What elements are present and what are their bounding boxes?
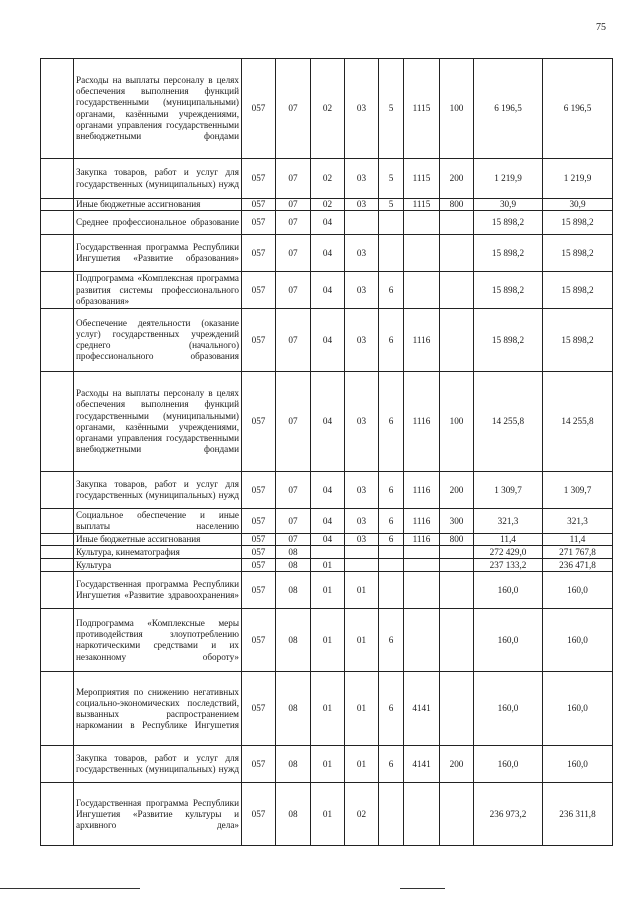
cell-me	[404, 272, 440, 309]
cell-rz: 08	[276, 746, 311, 783]
cell-pr: 01	[311, 559, 345, 572]
table-row	[41, 272, 613, 309]
cell-gp: 03	[345, 159, 379, 199]
table-row	[41, 159, 613, 199]
cell-pr: 02	[311, 59, 345, 159]
cell-vr	[440, 272, 474, 309]
cell-pp: 5	[379, 199, 404, 211]
table-body	[41, 59, 613, 846]
page-number: 75	[596, 22, 606, 33]
cell-blank	[41, 534, 74, 546]
cell-name: Расходы на выплаты персоналу в целях обеспечения выполнения функций государственными (муниципальными) органами, казёнными учреждениями, органами управления государственными внебюджетными фондами	[74, 59, 242, 159]
cell-blank	[41, 559, 74, 572]
cell-gp: 01	[345, 572, 379, 609]
table-row	[41, 672, 613, 746]
cell-vr	[440, 211, 474, 235]
cell-name: Расходы на выплаты персоналу в целях обеспечения выполнения функций государственными (муниципальными) органами, казёнными учреждениями, органами управления государственными внебюджетными фондами	[74, 372, 242, 472]
table-row	[41, 472, 613, 509]
cell-name: Социальное обеспечение и иные выплаты населению	[74, 509, 242, 534]
cell-me	[404, 559, 440, 572]
cell-pp: 6	[379, 509, 404, 534]
cell-vr: 200	[440, 472, 474, 509]
cell-vr: 100	[440, 59, 474, 159]
cell-me	[404, 783, 440, 846]
cell-pr: 02	[311, 199, 345, 211]
cell-sum-2: 6 196,5	[543, 59, 613, 159]
table-row	[41, 309, 613, 372]
cell-blank	[41, 783, 74, 846]
cell-name: Иные бюджетные ассигнования	[74, 534, 242, 546]
cell-me: 4141	[404, 672, 440, 746]
cell-sum-1: 11,4	[474, 534, 543, 546]
cell-blank	[41, 546, 74, 559]
cell-gp: 03	[345, 272, 379, 309]
cell-blank	[41, 159, 74, 199]
cell-pp: 6	[379, 672, 404, 746]
cell-vr: 100	[440, 372, 474, 472]
cell-vr	[440, 546, 474, 559]
cell-vr	[440, 235, 474, 272]
cell-me: 1116	[404, 372, 440, 472]
table-row	[41, 372, 613, 472]
cell-me	[404, 211, 440, 235]
cell-me	[404, 235, 440, 272]
cell-gr: 057	[242, 534, 276, 546]
cell-pr: 02	[311, 159, 345, 199]
table-row	[41, 211, 613, 235]
cell-name: Закупка товаров, работ и услуг для государственных (муниципальных) нужд	[74, 746, 242, 783]
cell-sum-2: 160,0	[543, 609, 613, 672]
cell-blank	[41, 746, 74, 783]
cell-vr: 200	[440, 746, 474, 783]
cell-gp	[345, 211, 379, 235]
cell-gr: 057	[242, 235, 276, 272]
cell-me: 1116	[404, 509, 440, 534]
cell-pp: 6	[379, 472, 404, 509]
cell-vr: 300	[440, 509, 474, 534]
cell-gp: 03	[345, 534, 379, 546]
cell-gp: 03	[345, 199, 379, 211]
cell-pp	[379, 572, 404, 609]
cell-rz: 08	[276, 572, 311, 609]
table-row	[41, 783, 613, 846]
cell-sum-1: 15 898,2	[474, 211, 543, 235]
cell-sum-2: 1 219,9	[543, 159, 613, 199]
cell-gp: 03	[345, 372, 379, 472]
cell-me: 1115	[404, 159, 440, 199]
cell-rz: 07	[276, 534, 311, 546]
cell-sum-2: 15 898,2	[543, 211, 613, 235]
cell-name: Среднее профессиональное образование	[74, 211, 242, 235]
cell-rz: 08	[276, 609, 311, 672]
cell-pp	[379, 559, 404, 572]
cell-gr: 057	[242, 211, 276, 235]
cell-pp: 6	[379, 746, 404, 783]
cell-sum-2: 271 767,8	[543, 546, 613, 559]
cell-gr: 057	[242, 672, 276, 746]
cell-gr: 057	[242, 546, 276, 559]
cell-sum-1: 1 219,9	[474, 159, 543, 199]
cell-gr: 057	[242, 372, 276, 472]
cell-name: Подпрограмма «Комплексная программа развития системы профессионального образования»	[74, 272, 242, 309]
cell-pr: 04	[311, 372, 345, 472]
cell-gr: 057	[242, 609, 276, 672]
cell-pr	[311, 546, 345, 559]
cell-rz: 07	[276, 272, 311, 309]
cell-pr: 04	[311, 509, 345, 534]
cell-pr: 04	[311, 534, 345, 546]
table-row	[41, 546, 613, 559]
cell-sum-2: 15 898,2	[543, 235, 613, 272]
cell-me	[404, 572, 440, 609]
cell-name: Обеспечение деятельности (оказание услуг) государственных учреждений среднего (начального) профессионального образования	[74, 309, 242, 372]
cell-gr: 057	[242, 572, 276, 609]
cell-pr: 04	[311, 235, 345, 272]
cell-rz: 07	[276, 159, 311, 199]
cell-pr: 04	[311, 211, 345, 235]
cell-vr: 800	[440, 534, 474, 546]
cell-sum-2: 15 898,2	[543, 309, 613, 372]
cell-pp: 6	[379, 609, 404, 672]
cell-sum-2: 160,0	[543, 672, 613, 746]
cell-pp	[379, 235, 404, 272]
cell-gr: 057	[242, 59, 276, 159]
cell-rz: 07	[276, 372, 311, 472]
cell-blank	[41, 272, 74, 309]
cell-sum-1: 237 133,2	[474, 559, 543, 572]
cell-pp	[379, 211, 404, 235]
cell-me	[404, 546, 440, 559]
cell-sum-1: 15 898,2	[474, 309, 543, 372]
cell-rz: 08	[276, 672, 311, 746]
table-row	[41, 534, 613, 546]
cell-gp: 03	[345, 235, 379, 272]
budget-table	[40, 58, 613, 846]
cell-rz: 07	[276, 235, 311, 272]
table-row	[41, 235, 613, 272]
cell-sum-2: 1 309,7	[543, 472, 613, 509]
cell-rz: 07	[276, 509, 311, 534]
cell-me: 4141	[404, 746, 440, 783]
cell-vr	[440, 572, 474, 609]
cell-name: Государственная программа Республики Ингушетия «Развитие образования»	[74, 235, 242, 272]
cell-blank	[41, 211, 74, 235]
cell-pp	[379, 783, 404, 846]
cell-me: 1116	[404, 534, 440, 546]
cell-pp: 5	[379, 159, 404, 199]
cell-me: 1115	[404, 59, 440, 159]
cell-sum-1: 160,0	[474, 746, 543, 783]
footer-rule-right	[400, 888, 445, 889]
cell-gr: 057	[242, 783, 276, 846]
cell-sum-1: 30,9	[474, 199, 543, 211]
cell-name: Государственная программа Республики Ингушетия «Развитие здравоохранения»	[74, 572, 242, 609]
cell-blank	[41, 372, 74, 472]
cell-pr: 01	[311, 783, 345, 846]
cell-sum-2: 236 471,8	[543, 559, 613, 572]
table-row	[41, 609, 613, 672]
cell-sum-1: 160,0	[474, 609, 543, 672]
cell-blank	[41, 609, 74, 672]
cell-gr: 057	[242, 472, 276, 509]
cell-name: Закупка товаров, работ и услуг для государственных (муниципальных) нужд	[74, 472, 242, 509]
cell-sum-2: 236 311,8	[543, 783, 613, 846]
cell-sum-1: 15 898,2	[474, 235, 543, 272]
cell-rz: 07	[276, 199, 311, 211]
cell-name: Культура, кинематография	[74, 546, 242, 559]
cell-pr: 01	[311, 672, 345, 746]
cell-me	[404, 609, 440, 672]
cell-name: Иные бюджетные ассигнования	[74, 199, 242, 211]
cell-vr	[440, 559, 474, 572]
cell-gr: 057	[242, 509, 276, 534]
cell-sum-1: 6 196,5	[474, 59, 543, 159]
cell-blank	[41, 472, 74, 509]
cell-sum-1: 15 898,2	[474, 272, 543, 309]
cell-pr: 04	[311, 309, 345, 372]
cell-rz: 08	[276, 559, 311, 572]
cell-gp: 01	[345, 609, 379, 672]
cell-sum-1: 160,0	[474, 572, 543, 609]
cell-gp	[345, 559, 379, 572]
table-row	[41, 509, 613, 534]
cell-gr: 057	[242, 199, 276, 211]
cell-rz: 07	[276, 472, 311, 509]
cell-pp: 5	[379, 59, 404, 159]
cell-sum-1: 1 309,7	[474, 472, 543, 509]
cell-name: Государственная программа Республики Ингушетия «Развитие культуры и архивного дела»	[74, 783, 242, 846]
cell-pp: 6	[379, 272, 404, 309]
table-row	[41, 559, 613, 572]
cell-pr: 04	[311, 272, 345, 309]
cell-pp: 6	[379, 534, 404, 546]
cell-rz: 07	[276, 59, 311, 159]
cell-gp: 02	[345, 783, 379, 846]
cell-name: Мероприятия по снижению негативных социально-экономических последствий, вызванных распространением наркомании в Республике Ингушетия	[74, 672, 242, 746]
cell-vr	[440, 609, 474, 672]
cell-rz: 08	[276, 546, 311, 559]
cell-vr	[440, 309, 474, 372]
cell-sum-1: 14 255,8	[474, 372, 543, 472]
cell-gp	[345, 546, 379, 559]
cell-blank	[41, 672, 74, 746]
cell-pp	[379, 546, 404, 559]
cell-vr: 800	[440, 199, 474, 211]
cell-sum-2: 15 898,2	[543, 272, 613, 309]
cell-blank	[41, 199, 74, 211]
cell-sum-1: 160,0	[474, 672, 543, 746]
cell-sum-2: 160,0	[543, 746, 613, 783]
cell-gr: 057	[242, 159, 276, 199]
cell-sum-1: 236 973,2	[474, 783, 543, 846]
table-row	[41, 572, 613, 609]
cell-sum-2: 14 255,8	[543, 372, 613, 472]
cell-pr: 04	[311, 472, 345, 509]
cell-me: 1116	[404, 309, 440, 372]
cell-gr: 057	[242, 309, 276, 372]
cell-vr	[440, 783, 474, 846]
cell-rz: 08	[276, 783, 311, 846]
cell-name: Подпрограмма «Комплексные меры противодействия злоупотреблению наркотическими средствами и их незаконному обороту»	[74, 609, 242, 672]
cell-blank	[41, 309, 74, 372]
cell-pp: 6	[379, 372, 404, 472]
cell-rz: 07	[276, 309, 311, 372]
cell-name: Закупка товаров, работ и услуг для государственных (муниципальных) нужд	[74, 159, 242, 199]
cell-gr: 057	[242, 746, 276, 783]
cell-blank	[41, 572, 74, 609]
cell-me: 1115	[404, 199, 440, 211]
cell-name: Культура	[74, 559, 242, 572]
cell-gp: 03	[345, 472, 379, 509]
cell-rz: 07	[276, 211, 311, 235]
table-row	[41, 199, 613, 211]
cell-pp: 6	[379, 309, 404, 372]
cell-gr: 057	[242, 272, 276, 309]
cell-gr: 057	[242, 559, 276, 572]
cell-sum-1: 321,3	[474, 509, 543, 534]
cell-pr: 01	[311, 572, 345, 609]
cell-gp: 03	[345, 509, 379, 534]
cell-sum-2: 321,3	[543, 509, 613, 534]
cell-blank	[41, 59, 74, 159]
cell-vr	[440, 672, 474, 746]
cell-sum-1: 272 429,0	[474, 546, 543, 559]
cell-blank	[41, 509, 74, 534]
table-row	[41, 746, 613, 783]
cell-pr: 01	[311, 609, 345, 672]
cell-sum-2: 160,0	[543, 572, 613, 609]
cell-blank	[41, 235, 74, 272]
cell-gp: 01	[345, 746, 379, 783]
cell-gp: 01	[345, 672, 379, 746]
cell-gp: 03	[345, 59, 379, 159]
cell-sum-2: 30,9	[543, 199, 613, 211]
cell-vr: 200	[440, 159, 474, 199]
cell-sum-2: 11,4	[543, 534, 613, 546]
cell-me: 1116	[404, 472, 440, 509]
footer-rule-left	[0, 888, 140, 889]
cell-pr: 01	[311, 746, 345, 783]
cell-gp: 03	[345, 309, 379, 372]
table-row	[41, 59, 613, 159]
